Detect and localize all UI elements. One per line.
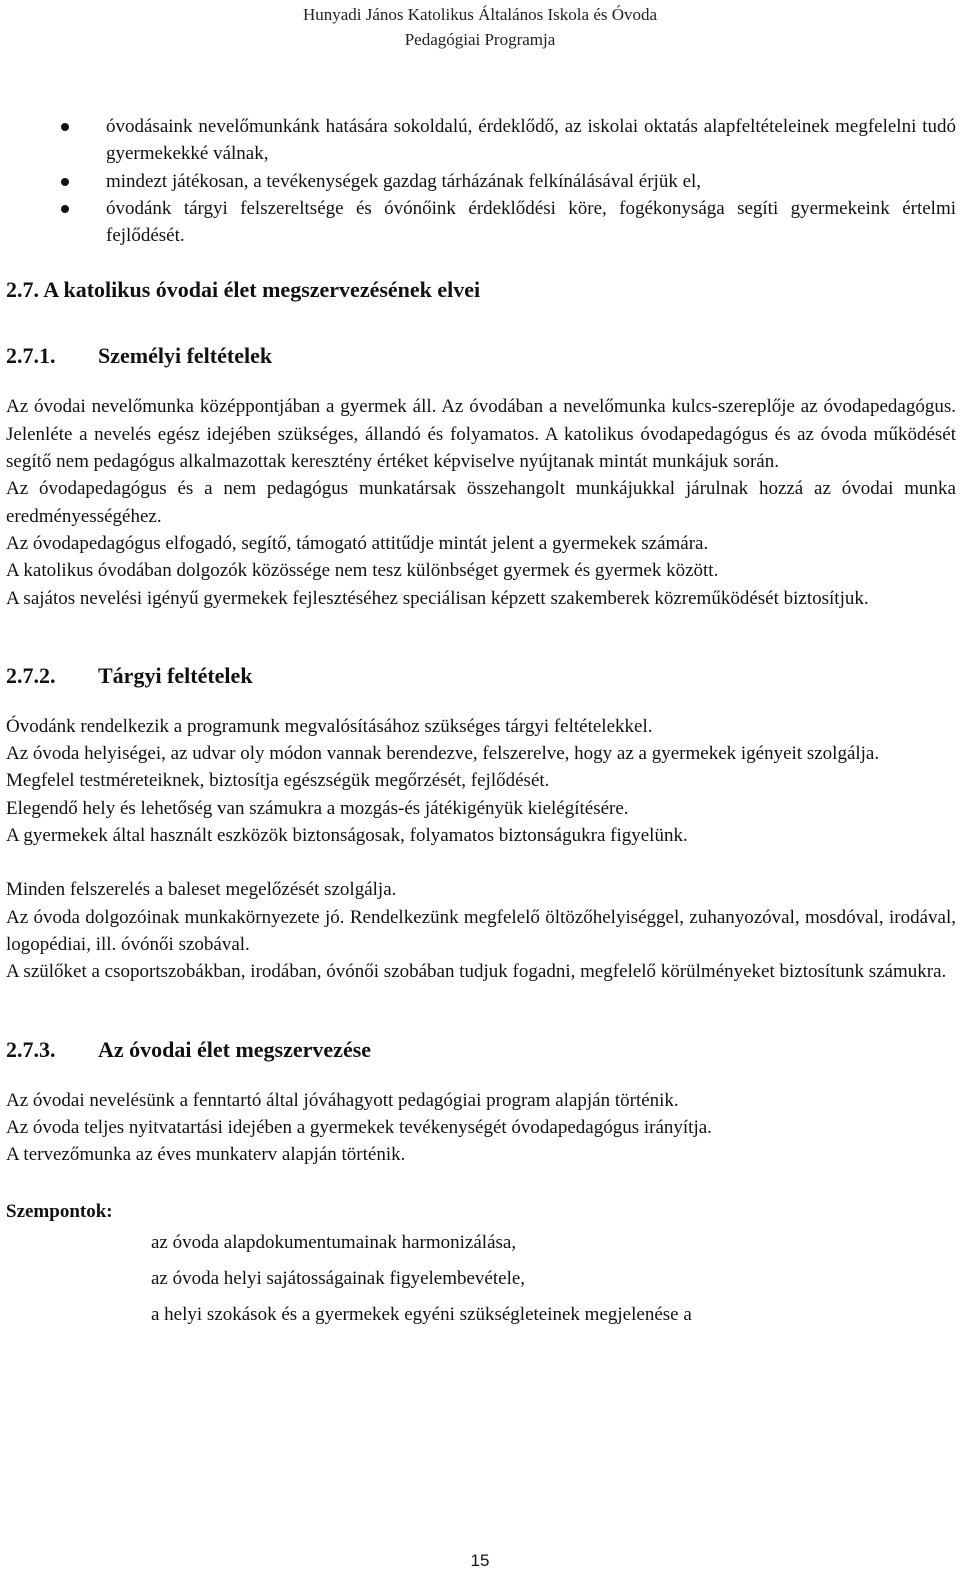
bullet-icon [61,123,69,131]
section-heading-2-7-3 [6,1036,956,1064]
header-document-title: Pedagógiai Programja [404,30,556,49]
page-header [0,2,960,52]
paragraph: Az óvoda teljes nyitvatartási idejében a gyermekek tevékenységét óvodapedagógus irányítja. [6,1116,712,1138]
bullet-text: óvodásaink nevelőmunkánk hatására sokoldalú, érdeklődő, az iskolai oktatás alapfeltételeinek megfelelni tudó gyermekekké válnak, [106,116,956,165]
list-item [6,195,956,250]
section-heading-2-7-1 [6,342,956,370]
paragraph: Elegendő hely és lehetőség van számukra a mozgás-és játékigényük kielégítésére. [6,797,629,819]
page-content [6,113,956,1333]
paragraph: Az óvoda helyiségei, az udvar oly módon vannak berendezve, felszerelve, hogy az a gyermekek igényeit szolgálja. [6,743,880,765]
bullet-icon [61,205,69,213]
paragraph: A gyermekek által használt eszközök biztonságosak, folyamatos biztonságukra figyelünk. [6,825,688,847]
paragraph: Az óvodai nevelésünk a fenntartó által jóváhagyott pedagógiai program alapján történik. [6,1089,679,1111]
bullet-list [6,113,956,249]
bullet-text: mindezt játékosan, a tevékenységek gazdag tárházának felkínálásával érjük el, [106,170,702,192]
paragraph: A szülőket a csoportszobákban, irodában, óvónői szobában tudjuk fogadni, megfelelő körülményeket biztosítunk számukra. [6,961,947,983]
list-item: az óvoda helyi sajátosságainak figyelembevétele, [151,1268,526,1290]
criteria-list [6,1225,956,1333]
list-item [6,113,956,168]
section-number: 2.7.2. [6,662,56,688]
section-title: A katolikus óvodai élet megszervezésének elvei [43,277,481,303]
paragraph: Óvodánk rendelkezik a programunk megvalósításához szükséges tárgyi feltételekkel. [6,715,653,737]
bullet-text: óvodánk tárgyi felszereltsége és óvónőink érdeklődési köre, fogékonysága segíti gyermekeink értelmi fejlődését. [106,197,956,247]
page-number: 15 [470,1551,490,1570]
section-title: Az óvodai élet megszervezése [98,1036,372,1062]
header-school-name: Hunyadi János Katolikus Általános Iskola és Óvoda [302,5,658,24]
paragraph: A katolikus óvodában dolgozók közössége nem tesz különbséget gyermek és gyermek között. [6,560,719,582]
list-item: az óvoda alapdokumentumainak harmonizálása, [151,1232,517,1254]
paragraph: Megfelel testméreteiknek, biztosítja egészségük megőrzését, fejlődését. [6,770,550,792]
section-number: 2.7. [6,277,39,303]
paragraph: Az óvodapedagógus és a nem pedagógus munkatársak összehangolt munkájukkal járulnak hozzá az óvodai munka eredményességéhez. [6,478,956,527]
section-number: 2.7.1. [6,343,56,369]
paragraph: Az óvodai nevelőmunka középpontjában a gyermek áll. Az óvodában a nevelőmunka kulcs-szereplője az óvodapedagógus. Jelenléte a nevelés egész idejében szükséges, állandó és folyamatos. A katolikus óvodapedagógus és az óvoda működését segítő nem pedagógus alkalmazottak keresztény értéket képviselve nyújtanak mintát munkájuk során. [6,396,956,473]
section-heading-2-7-2 [6,662,956,690]
section-title: Személyi feltételek [98,343,273,369]
criteria-label: Szempontok: [6,1201,113,1223]
section-title: Tárgyi feltételek [98,662,253,688]
paragraph: A sajátos nevelési igényű gyermekek fejlesztéséhez speciálisan képzett szakemberek közreműködését biztosítjuk. [6,587,869,609]
bullet-icon [61,178,69,186]
section-number: 2.7.3. [6,1036,56,1062]
section-heading-2-7 [6,276,956,304]
list-item [6,168,956,195]
spacer [6,849,956,876]
paragraph: A tervezőmunka az éves munkaterv alapján történik. [6,1144,406,1166]
list-item: a helyi szokások és a gyermekek egyéni szükségleteinek megjelenése a [151,1304,692,1326]
paragraph: Az óvoda dolgozóinak munkakörnyezete jó. Rendelkezünk megfelelő öltözőhelyiséggel, zuhanyozóval, mosdóval, irodával, logopédiai, ill. óvónői szobával. [6,906,956,955]
paragraph: Minden felszerelés a baleset megelőzését szolgálja. [6,879,397,901]
paragraph: Az óvodapedagógus elfogadó, segítő, támogató attitűdje mintát jelent a gyermekek számára. [6,532,709,554]
